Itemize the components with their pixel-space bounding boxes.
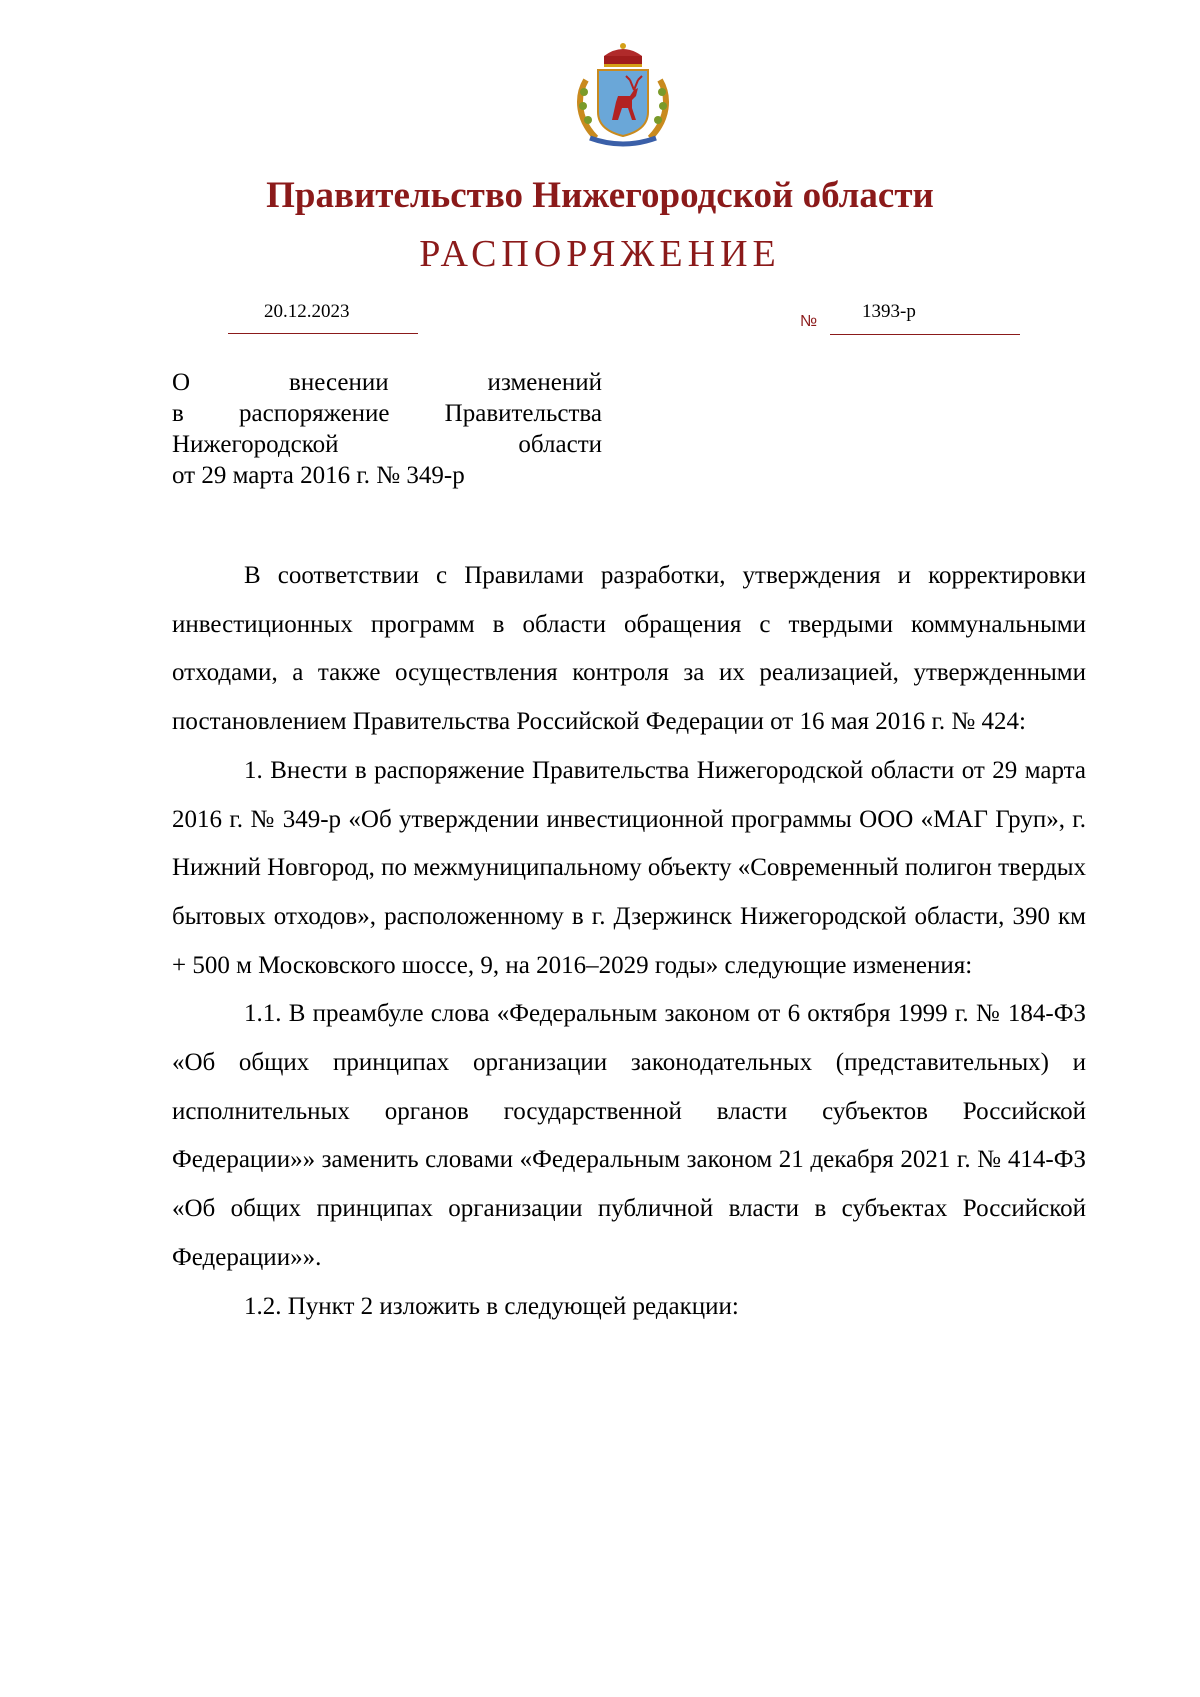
subject-line: в распоряжение Правительства [172,400,602,427]
number-sign: № [800,313,818,330]
body-paragraph: В соответствии с Правилами разработки, утверждения и корректировки инвестиционных программ в области обращения с твердыми коммунальными отходами, а также осуществления контроля за их реализацией, утвержденными постановлением Правительства Российской Федерации от 16 мая 2016 г. № 424: [172,562,1086,736]
body-paragraph: 1.2. Пункт 2 изложить в следующей редакции: [244,1292,739,1320]
subject-line: О внесении изменений [172,369,602,396]
document-number: 1393-р [862,301,916,322]
document-type: РАСПОРЯЖЕНИЕ [419,233,781,275]
body-paragraph: 1. Внести в распоряжение Правительства Нижегородской области от 29 марта 2016 г. № 349-р «Об утверждении инвестиционной программы ООО «МАГ Груп», г. Нижний Новгород, по межмуниципальному объекту «Современный полигон твердых бытовых отходов», расположенному в г. Дзержинск Нижегородской области, 390 км + 500 м Московского шоссе, 9, на 2016–2029 годы» следующие изменения: [172,756,1086,979]
document-body [172,552,1086,1331]
document-subject [172,367,602,491]
number-field [830,300,1020,335]
document-date: 20.12.2023 [264,301,350,322]
organization-title: Правительство Нижегородской области [266,175,934,216]
coat-of-arms-icon [568,42,678,152]
subject-line: Нижегородской области [172,431,602,458]
subject-line: от 29 марта 2016 г. № 349-р [172,462,465,489]
date-field [228,300,418,334]
body-paragraph: 1.1. В преамбуле слова «Федеральным законом от 6 октября 1999 г. № 184-ФЗ «Об общих принципах организации законодательных (представительных) и исполнительных органов государственной власти субъектов Российской Федерации»» заменить словами «Федеральным законом 21 декабря 2021 г. № 414-ФЗ «Об общих принципах организации публичной власти в субъектах Российской Федерации»». [172,1000,1086,1271]
